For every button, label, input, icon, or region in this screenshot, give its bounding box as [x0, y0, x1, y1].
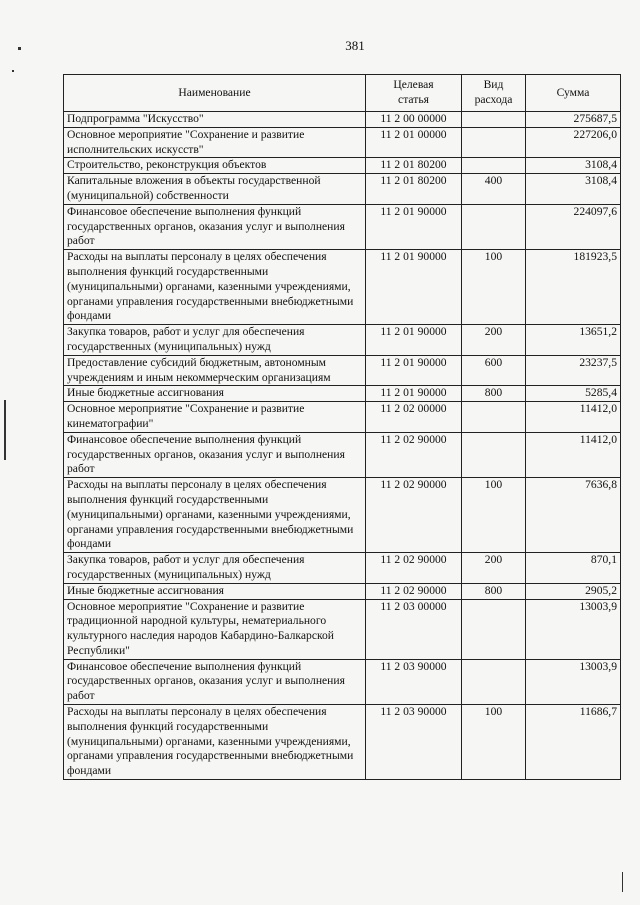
row-target-article-cell: 11 2 03 90000: [366, 659, 462, 704]
row-name-cell: Расходы на выплаты персоналу в целях обеспечения выполнения функций государственными (муниципальными) органами, казенными учреждениями, органами управления государственными внебюджетными фондами: [64, 250, 366, 325]
scan-mark-right: [622, 872, 623, 892]
row-sum-cell: 181923,5: [526, 250, 621, 325]
row-expense-kind-cell: 100: [462, 478, 526, 553]
row-sum-cell: 224097,6: [526, 204, 621, 249]
row-name-cell: Финансовое обеспечение выполнения функций государственных органов, оказания услуг и выполнения работ: [64, 204, 366, 249]
row-name-cell: Расходы на выплаты персоналу в целях обеспечения выполнения функций государственными (муниципальными) органами, казенными учреждениями, органами управления государственными внебюджетными фондами: [64, 705, 366, 780]
table-row: [64, 553, 621, 584]
scan-speck: [12, 70, 14, 72]
table-row: [64, 174, 621, 205]
row-sum-cell: 227206,0: [526, 127, 621, 158]
row-name-cell: Финансовое обеспечение выполнения функций государственных органов, оказания услуг и выполнения работ: [64, 432, 366, 477]
header-kind-line1: Вид: [483, 78, 504, 92]
row-expense-kind-cell: [462, 204, 526, 249]
table-row: [64, 432, 621, 477]
row-expense-kind-cell: 800: [462, 583, 526, 599]
row-name-cell: Подпрограмма "Искусство": [64, 112, 366, 128]
row-expense-kind-cell: 100: [462, 705, 526, 780]
row-name-cell: Строительство, реконструкция объектов: [64, 158, 366, 174]
row-target-article-cell: 11 2 02 90000: [366, 553, 462, 584]
row-expense-kind-cell: 600: [462, 355, 526, 386]
row-target-article-cell: 11 2 03 90000: [366, 705, 462, 780]
table-row: [64, 659, 621, 704]
table-body: [64, 112, 621, 780]
budget-table: [63, 74, 621, 780]
row-target-article-cell: 11 2 02 00000: [366, 402, 462, 433]
row-sum-cell: 275687,5: [526, 112, 621, 128]
row-name-cell: Основное мероприятие "Сохранение и развитие кинематографии": [64, 402, 366, 433]
row-name-cell: Капитальные вложения в объекты государственной (муниципальной) собственности: [64, 174, 366, 205]
table-row: [64, 127, 621, 158]
row-target-article-cell: 11 2 01 90000: [366, 250, 462, 325]
table-row: [64, 402, 621, 433]
row-target-article-cell: 11 2 01 90000: [366, 204, 462, 249]
row-name-cell: Иные бюджетные ассигнования: [64, 583, 366, 599]
row-expense-kind-cell: 200: [462, 325, 526, 356]
row-sum-cell: 11412,0: [526, 432, 621, 477]
row-name-cell: Закупка товаров, работ и услуг для обеспечения государственных (муниципальных) нужд: [64, 553, 366, 584]
row-target-article-cell: 11 2 03 00000: [366, 599, 462, 659]
table-row: [64, 386, 621, 402]
scan-speck: [18, 47, 21, 50]
row-expense-kind-cell: [462, 112, 526, 128]
row-expense-kind-cell: 800: [462, 386, 526, 402]
row-target-article-cell: 11 2 01 90000: [366, 386, 462, 402]
header-name: Наименование: [64, 75, 366, 112]
row-target-article-cell: 11 2 00 00000: [366, 112, 462, 128]
header-target-line1: Целевая: [393, 78, 434, 92]
row-expense-kind-cell: [462, 432, 526, 477]
row-sum-cell: 870,1: [526, 553, 621, 584]
header-target-line2: статья: [398, 93, 429, 106]
row-expense-kind-cell: [462, 402, 526, 433]
row-expense-kind-cell: 400: [462, 174, 526, 205]
row-name-cell: Финансовое обеспечение выполнения функций государственных органов, оказания услуг и выполнения работ: [64, 659, 366, 704]
table-row: [64, 355, 621, 386]
table-row: [64, 478, 621, 553]
table-header-row: [64, 75, 621, 112]
table-row: [64, 250, 621, 325]
row-target-article-cell: 11 2 01 90000: [366, 325, 462, 356]
row-target-article-cell: 11 2 01 00000: [366, 127, 462, 158]
row-name-cell: Основное мероприятие "Сохранение и развитие исполнительских искусств": [64, 127, 366, 158]
row-target-article-cell: 11 2 02 90000: [366, 432, 462, 477]
row-sum-cell: 13651,2: [526, 325, 621, 356]
row-sum-cell: 11686,7: [526, 705, 621, 780]
row-target-article-cell: 11 2 01 90000: [366, 355, 462, 386]
row-expense-kind-cell: 100: [462, 250, 526, 325]
page-number: 381: [345, 38, 365, 53]
table-row: [64, 204, 621, 249]
header-sum: Сумма: [526, 75, 621, 112]
table-row: [64, 112, 621, 128]
row-sum-cell: 11412,0: [526, 402, 621, 433]
row-sum-cell: 3108,4: [526, 174, 621, 205]
row-expense-kind-cell: [462, 659, 526, 704]
row-sum-cell: 13003,9: [526, 599, 621, 659]
row-sum-cell: 3108,4: [526, 158, 621, 174]
row-target-article-cell: 11 2 01 80200: [366, 158, 462, 174]
row-target-article-cell: 11 2 01 80200: [366, 174, 462, 205]
row-name-cell: Расходы на выплаты персоналу в целях обеспечения выполнения функций государственными (муниципальными) органами, казенными учреждениями, органами управления государственными внебюджетными фондами: [64, 478, 366, 553]
table-row: [64, 705, 621, 780]
row-target-article-cell: 11 2 02 90000: [366, 478, 462, 553]
row-expense-kind-cell: [462, 158, 526, 174]
table-row: [64, 325, 621, 356]
scan-mark-left: [4, 400, 6, 460]
row-sum-cell: 7636,8: [526, 478, 621, 553]
header-target-article: [366, 75, 462, 112]
row-name-cell: Иные бюджетные ассигнования: [64, 386, 366, 402]
row-sum-cell: 5285,4: [526, 386, 621, 402]
row-name-cell: Предоставление субсидий бюджетным, автономным учреждениям и иным некоммерческим организациям: [64, 355, 366, 386]
header-expense-kind: [462, 75, 526, 112]
row-target-article-cell: 11 2 02 90000: [366, 583, 462, 599]
row-sum-cell: 13003,9: [526, 659, 621, 704]
row-name-cell: Основное мероприятие "Сохранение и развитие традиционной народной культуры, нематериального культурного наследия народов Кабардино-Балкарской Республики": [64, 599, 366, 659]
row-sum-cell: 23237,5: [526, 355, 621, 386]
table-row: [64, 583, 621, 599]
row-expense-kind-cell: 200: [462, 553, 526, 584]
row-expense-kind-cell: [462, 127, 526, 158]
table-row: [64, 158, 621, 174]
row-sum-cell: 2905,2: [526, 583, 621, 599]
header-kind-line2: расхода: [474, 93, 513, 106]
row-name-cell: Закупка товаров, работ и услуг для обеспечения государственных (муниципальных) нужд: [64, 325, 366, 356]
row-expense-kind-cell: [462, 599, 526, 659]
table-row: [64, 599, 621, 659]
